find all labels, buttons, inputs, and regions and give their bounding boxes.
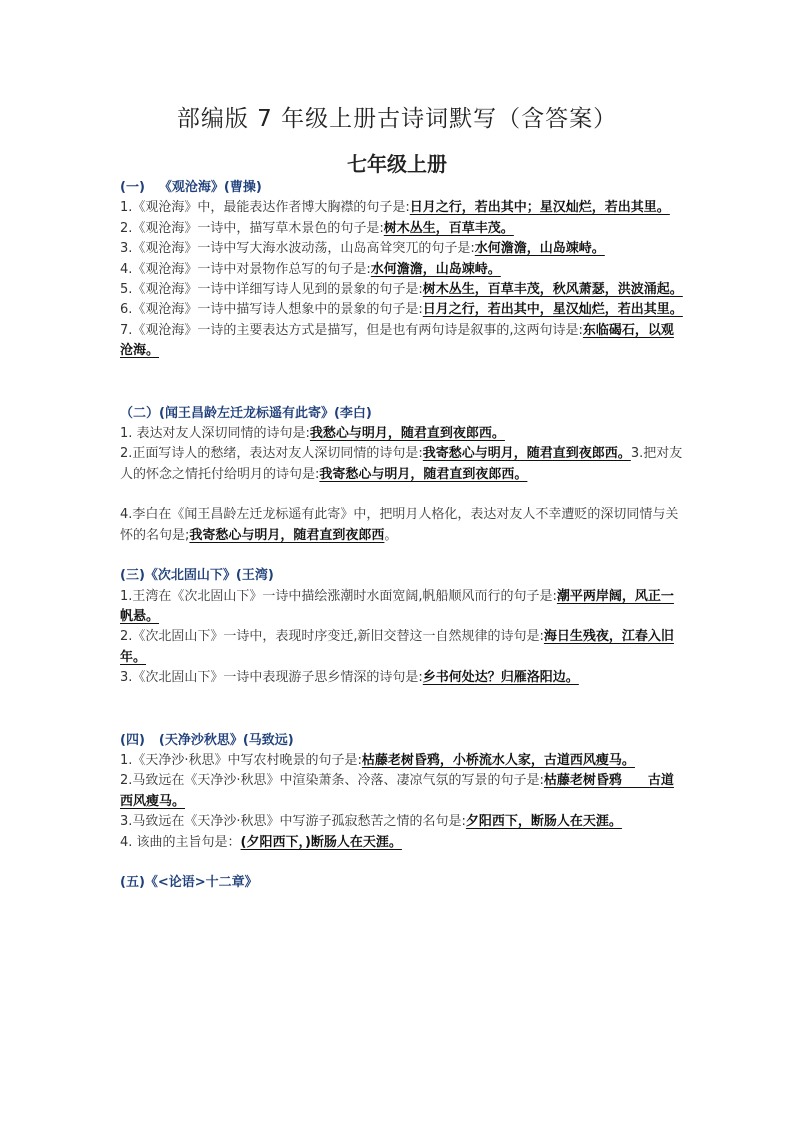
answer-text: 我寄愁心与明月，随君直到夜郎西。 bbox=[319, 466, 528, 482]
question-item: 3.《次北固山下》一诗中表现游子思乡情深的诗句是:乡书何处达？归雁洛阳边。 bbox=[120, 670, 579, 686]
answer-text: 我寄愁心与明月，随君直到夜郎西。 bbox=[422, 446, 631, 462]
section-heading-4: (四) (天净沙秋思》(马致远) bbox=[120, 732, 294, 748]
question-item: 3.马致远在《天净沙·秋思》中写游子孤寂愁苦之情的名句是:夕阳西下，断肠人在天涯。 bbox=[120, 814, 622, 830]
question-item: 2.《次北固山下》一诗中，表现时序变迁,新旧交替这一自然规律的诗句是:海日生残夜，江春入旧年。 bbox=[120, 629, 674, 665]
section-heading-5: (五)《<论语>十二章》 bbox=[120, 874, 258, 890]
answer-text: 乡书何处达？归雁洛阳边。 bbox=[422, 670, 579, 686]
answer-text: 枯藤老树昏鸦 古道西风瘦马。 bbox=[120, 773, 674, 809]
question-item: 1.王湾在《次北固山下》一诗中描绘涨潮时水面宽阔,帆船顺风而行的句子是:潮平两岸阔，风正一帆悬。 bbox=[120, 588, 674, 624]
question-item: 2.《观沧海》一诗中，描写草木景色的句子是:树木丛生，百草丰茂。 bbox=[120, 220, 514, 236]
answer-text: 潮平两岸阔，风正一帆悬。 bbox=[120, 588, 674, 624]
question-item: 1. 表达对友人深切同情的诗句是:我愁心与明月，随君直到夜郎西。 bbox=[120, 426, 505, 442]
answer-text: 水何澹澹，山岛竦峙。 bbox=[370, 261, 501, 277]
answer-text: 夕阳西下，断肠人在天涯。 bbox=[465, 814, 622, 830]
answer-text: 我愁心与明月，随君直到夜郎西。 bbox=[309, 426, 505, 442]
answer-text: 枯藤老树昏鸦，小桥流水人家，古道西风瘦马。 bbox=[361, 752, 635, 768]
question-item: 7.《观沧海》一诗的主要表达方式是描写，但是也有两句诗是叙事的,这两句诗是:东临碣石，以观沧海。 bbox=[120, 322, 674, 359]
section-heading-3: (三)《次北固山下》(王湾) bbox=[120, 568, 274, 584]
question-item: 4.李白在《闻王昌龄左迁龙标遥有此寄》中，把明月人格化，表达对友人不幸遭贬的深切同情与关怀的名句是;我寄愁心与明月，随君直到夜郎西。 bbox=[120, 507, 679, 543]
question-item: 2.马致远在《天净沙·秋思》中渲染萧条、冷落、凄凉气氛的写景的句子是:枯藤老树昏鸦 古道西风瘦马。 bbox=[120, 773, 674, 809]
answer-text: (夕阳西下，)断肠人在天涯。 bbox=[240, 834, 402, 850]
document-body bbox=[120, 178, 685, 893]
question-item: 3.《观沧海》一诗中写大海水波动荡，山岛高耸突兀的句子是:水何澹澹，山岛竦峙。 bbox=[120, 241, 605, 257]
answer-text: 日月之行，若出其中，星汉灿烂，若出其里。 bbox=[422, 302, 683, 318]
grade-subtitle: 七年级上册 bbox=[347, 152, 447, 176]
question-item: 2.正面写诗人的愁绪，表达对友人深切同情的诗句是:我寄愁心与明月，随君直到夜郎西。3.把对友人的怀念之情托付给明月的诗句是:我寄愁心与明月，随君直到夜郎西。 bbox=[120, 446, 683, 482]
question-item: 1.《天净沙·秋思》中写农村晚景的句子是:枯藤老树昏鸦，小桥流水人家，古道西风瘦马。 bbox=[120, 752, 635, 768]
question-item: 1.《观沧海》中，最能表达作者博大胸襟的句子是:日月之行，若出其中；星汉灿烂，若出其里。 bbox=[120, 200, 670, 216]
answer-text: 海日生残夜，江春入旧年。 bbox=[120, 629, 674, 665]
section-heading-1: (一) 《观沧海》(曹操) bbox=[120, 180, 262, 195]
question-item: 4.《观沧海》一诗中对景物作总写的句子是:水何澹澹，山岛竦峙。 bbox=[120, 261, 501, 277]
question-item: 6.《观沧海》一诗中描写诗人想象中的景象的句子是:日月之行，若出其中，星汉灿烂，若出其里。 bbox=[120, 302, 683, 318]
answer-text: 我寄愁心与明月，随君直到夜郎西 bbox=[189, 527, 385, 543]
document-title: 部编版 7 年级上册古诗词默写（含答案） bbox=[176, 106, 618, 132]
answer-text: 水何澹澹，山岛竦峙。 bbox=[474, 241, 605, 257]
answer-text: 日月之行，若出其中；星汉灿烂，若出其里。 bbox=[409, 200, 670, 216]
question-item: 4. 该曲的主旨句是：(夕阳西下，)断肠人在天涯。 bbox=[120, 834, 402, 850]
section-heading-2: （二）(闻王昌龄左迁龙标遥有此寄》(李白) bbox=[120, 405, 372, 421]
answer-text: 树木丛生，百草丰茂，秋风萧瑟，洪波涌起。 bbox=[422, 282, 683, 298]
answer-text: 东临碣石，以观沧海。 bbox=[120, 322, 674, 359]
answer-text: 树木丛生，百草丰茂。 bbox=[383, 220, 514, 236]
question-item: 5.《观沧海》一诗中详细写诗人见到的景象的句子是:树木丛生，百草丰茂，秋风萧瑟，洪波涌起。 bbox=[120, 282, 683, 298]
